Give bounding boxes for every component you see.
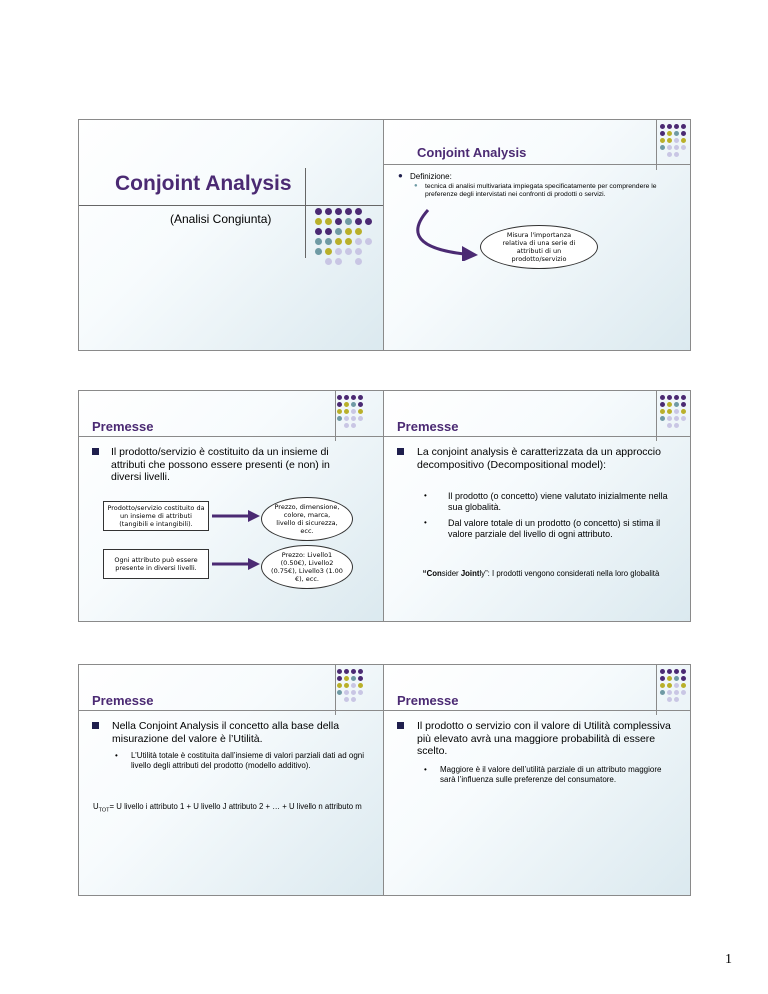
- decorative-dot: [681, 124, 686, 129]
- bullet-square-icon: [397, 722, 404, 729]
- slide-title: Premesse: [92, 419, 154, 434]
- decorative-dot: [674, 152, 679, 157]
- decorative-dot: [667, 131, 672, 136]
- note-rest: ly”: I prodotti vengono considerati nella loro globalità: [479, 569, 660, 578]
- decorative-dot: [351, 395, 356, 400]
- box-product-attributes: Prodotto/servizio costituito da un insieme di attributi (tangibili e intangibili).: [103, 501, 209, 531]
- decorative-dot: [337, 402, 342, 407]
- decorative-dot: [681, 131, 686, 136]
- decorative-dot: [660, 145, 665, 150]
- decorative-dot: [337, 676, 342, 681]
- decorative-dot: [681, 138, 686, 143]
- decorative-dot: [667, 416, 672, 421]
- decorative-dot: [667, 690, 672, 695]
- decorative-dot: [674, 145, 679, 150]
- decorative-dot: [660, 124, 665, 129]
- decorative-dot: [365, 218, 372, 225]
- vertical-divider: [335, 665, 336, 715]
- decorative-dot: [681, 145, 686, 150]
- bullet-text: Nella Conjoint Analysis il concetto alla base della misurazione del valore è l’Utilità.: [112, 720, 340, 745]
- bullet-square-icon: [397, 448, 404, 455]
- bullet-dot-icon: ●: [414, 183, 418, 189]
- dot-grid-decoration: [660, 124, 690, 164]
- title-divider: [384, 710, 691, 711]
- slide-2: [383, 119, 691, 351]
- formula-rest: = U livello i attributo 1 + U livello J attributo 2 + … + U livello n attributo m: [109, 802, 362, 811]
- decorative-dot: [358, 683, 363, 688]
- slide-5: [78, 664, 386, 896]
- decorative-dot: [660, 395, 665, 400]
- bullet-text: La conjoint analysis è caratterizzata da un approccio decompositivo (Decompositional model):: [417, 446, 661, 471]
- utility-formula: [93, 802, 373, 815]
- decorative-dot: [345, 208, 352, 215]
- decorative-dot: [337, 416, 342, 421]
- decorative-dot: [674, 395, 679, 400]
- decorative-dot: [365, 238, 372, 245]
- decorative-dot: [351, 423, 356, 428]
- decorative-dot: [351, 697, 356, 702]
- decorative-dot: [351, 683, 356, 688]
- decorative-dot: [315, 218, 322, 225]
- decorative-dot: [681, 402, 686, 407]
- slide-3: [78, 390, 386, 622]
- slide-title: Conjoint Analysis: [115, 172, 292, 195]
- dot-grid-decoration: [660, 395, 690, 435]
- decorative-dot: [351, 409, 356, 414]
- decorative-dot: [358, 669, 363, 674]
- slide-title: Conjoint Analysis: [417, 145, 527, 160]
- decorative-dot: [358, 409, 363, 414]
- decorative-dot: [674, 669, 679, 674]
- decorative-dot: [335, 258, 342, 265]
- ellipse-attribute-examples: Prezzo, dimensione, colore, marca, livello di sicurezza, ecc.: [261, 497, 353, 541]
- decorative-dot: [358, 416, 363, 421]
- vertical-divider: [656, 665, 657, 715]
- decorative-dot: [335, 218, 342, 225]
- decorative-dot: [681, 395, 686, 400]
- decorative-dot: [660, 138, 665, 143]
- decorative-dot: [351, 676, 356, 681]
- decorative-dot: [681, 676, 686, 681]
- decorative-dot: [681, 690, 686, 695]
- decorative-dot: [315, 208, 322, 215]
- quote-open: “: [422, 569, 427, 578]
- decorative-dot: [667, 409, 672, 414]
- slide-title: Premesse: [397, 419, 459, 434]
- decorative-dot: [344, 395, 349, 400]
- decorative-dot: [355, 258, 362, 265]
- decorative-dot: [344, 669, 349, 674]
- slide-title: Premesse: [92, 693, 154, 708]
- decorative-dot: [667, 395, 672, 400]
- dot-grid-decoration: [337, 395, 377, 435]
- decorative-dot: [674, 402, 679, 407]
- note-con: Con: [426, 569, 442, 578]
- decorative-dot: [337, 683, 342, 688]
- decorative-dot: [660, 676, 665, 681]
- decorative-dot: [337, 669, 342, 674]
- title-divider: [79, 436, 386, 437]
- bullet-square-icon: [92, 448, 99, 455]
- decorative-dot: [674, 697, 679, 702]
- arrow-icon: [212, 509, 262, 523]
- decorative-dot: [674, 409, 679, 414]
- decorative-dot: [344, 676, 349, 681]
- sub-bullet-icon: •: [424, 491, 427, 500]
- decorative-dot: [667, 676, 672, 681]
- decorative-dot: [667, 124, 672, 129]
- vertical-divider: [305, 168, 306, 258]
- vertical-divider: [656, 391, 657, 441]
- note-joint: Joint: [460, 569, 480, 578]
- decorative-dot: [681, 669, 686, 674]
- decorative-dot: [335, 208, 342, 215]
- vertical-divider: [335, 391, 336, 441]
- decorative-dot: [681, 409, 686, 414]
- decorative-dot: [355, 228, 362, 235]
- decorative-dot: [667, 683, 672, 688]
- decorative-dot: [674, 690, 679, 695]
- title-divider: [384, 436, 691, 437]
- decorative-dot: [325, 228, 332, 235]
- decorative-dot: [681, 416, 686, 421]
- decorative-dot: [344, 423, 349, 428]
- decorative-dot: [358, 676, 363, 681]
- slide-1: [78, 119, 386, 351]
- decorative-dot: [355, 248, 362, 255]
- slide-subtitle: (Analisi Congiunta): [170, 212, 272, 226]
- decorative-dot: [660, 402, 665, 407]
- title-divider: [79, 205, 386, 206]
- decorative-dot: [660, 409, 665, 414]
- sub-bullet-text: Il prodotto (o concetto) viene valutato inizialmente nella sua globalità.: [448, 491, 668, 512]
- decorative-dot: [358, 690, 363, 695]
- decorative-dot: [335, 238, 342, 245]
- decorative-dot: [681, 683, 686, 688]
- decorative-dot: [674, 138, 679, 143]
- decorative-dot: [345, 238, 352, 245]
- vertical-divider: [656, 120, 657, 170]
- decorative-dot: [667, 697, 672, 702]
- decorative-dot: [344, 697, 349, 702]
- decorative-dot: [667, 152, 672, 157]
- decorative-dot: [660, 683, 665, 688]
- decorative-dot: [674, 683, 679, 688]
- decorative-dot: [344, 409, 349, 414]
- note-sider: sider: [441, 569, 461, 578]
- decorative-dot: [660, 131, 665, 136]
- bullet-square-icon: [92, 722, 99, 729]
- decorative-dot: [674, 124, 679, 129]
- decorative-dot: [351, 402, 356, 407]
- decorative-dot: [351, 416, 356, 421]
- decorative-dot: [325, 248, 332, 255]
- decorative-dot: [337, 395, 342, 400]
- decorative-dot: [660, 690, 665, 695]
- definition-text: tecnica di analisi multivariata impiegata specificatamente per comprendere le preferenze degli intervistati nei confronti di prodotti o servizi.: [425, 183, 657, 199]
- decorative-dot: [344, 402, 349, 407]
- decorative-dot: [667, 138, 672, 143]
- decorative-dot: [345, 228, 352, 235]
- slide-4: [383, 390, 691, 622]
- ellipse-price-levels: Prezzo: Livello1 (0.50€), Livello2 (0.75€), Livello3 (1.00 €), ecc.: [261, 545, 353, 589]
- decorative-dot: [358, 402, 363, 407]
- formula-tot-sub: TOT: [98, 807, 110, 814]
- sub-bullet-icon: •: [424, 518, 427, 527]
- decorative-dot: [325, 258, 332, 265]
- decorative-dot: [674, 423, 679, 428]
- decorative-dot: [325, 208, 332, 215]
- decorative-dot: [344, 690, 349, 695]
- decorative-dot: [674, 131, 679, 136]
- decorative-dot: [337, 690, 342, 695]
- dot-grid-decoration: [337, 669, 377, 709]
- decorative-dot: [315, 238, 322, 245]
- decorative-dot: [355, 238, 362, 245]
- consider-jointly-note: [406, 569, 676, 579]
- bullet-text: Il prodotto/servizio è costituito da un insieme di attributi che possono essere presenti (e non) in diversi livelli.: [111, 446, 330, 484]
- decorative-dot: [344, 683, 349, 688]
- dot-grid-decoration: [315, 208, 375, 268]
- decorative-dot: [674, 416, 679, 421]
- sub-bullet-text: L’Utilità totale è costituita dall’insieme di valori parziali dati ad ogni livello degli attributi del prodotto (modello additivo).: [131, 751, 365, 770]
- decorative-dot: [335, 228, 342, 235]
- page-number: 1: [725, 952, 732, 967]
- bullet-definizione: Definizione:: [410, 172, 452, 181]
- title-divider: [79, 710, 386, 711]
- decorative-dot: [660, 416, 665, 421]
- decorative-dot: [345, 248, 352, 255]
- sub-bullet-icon: •: [115, 751, 118, 760]
- decorative-dot: [325, 238, 332, 245]
- arrow-icon: [212, 557, 262, 571]
- slide-6: [383, 664, 691, 896]
- decorative-dot: [325, 218, 332, 225]
- decorative-dot: [355, 208, 362, 215]
- decorative-dot: [667, 669, 672, 674]
- bullet-dot-icon: ●: [398, 171, 403, 180]
- decorative-dot: [355, 218, 362, 225]
- decorative-dot: [335, 248, 342, 255]
- decorative-dot: [344, 416, 349, 421]
- bullet-text: Il prodotto o servizio con il valore di Utilità complessiva più elevato avrà una maggiore probabilità di essere scelto.: [417, 720, 671, 758]
- slide-title: Premesse: [397, 693, 459, 708]
- decorative-dot: [337, 409, 342, 414]
- decorative-dot: [660, 669, 665, 674]
- sub-bullet-text: Dal valore totale di un prodotto (o concetto) si stima il valore parziale del livello di ogni attributo.: [448, 518, 661, 539]
- decorative-dot: [667, 402, 672, 407]
- decorative-dot: [315, 248, 322, 255]
- decorative-dot: [674, 676, 679, 681]
- decorative-dot: [351, 690, 356, 695]
- curved-arrow-icon: [392, 206, 492, 261]
- decorative-dot: [667, 145, 672, 150]
- box-attribute-levels: Ogni attributo può essere presente in diversi livelli.: [103, 549, 209, 579]
- sub-bullet-icon: •: [424, 765, 427, 774]
- dot-grid-decoration: [660, 669, 690, 709]
- decorative-dot: [315, 228, 322, 235]
- sub-bullet-text: Maggiore è il valore dell’utilità parziale di un attributo maggiore sarà l’influenza sulle preferenze del consumatore.: [440, 765, 662, 784]
- decorative-dot: [351, 669, 356, 674]
- title-divider: [384, 164, 691, 165]
- ellipse-importance: Misura l'importanza relativa di una serie di attributi di un prodotto/servizio: [480, 225, 598, 269]
- decorative-dot: [667, 423, 672, 428]
- decorative-dot: [358, 395, 363, 400]
- formula-u: U: [93, 802, 99, 811]
- decorative-dot: [345, 218, 352, 225]
